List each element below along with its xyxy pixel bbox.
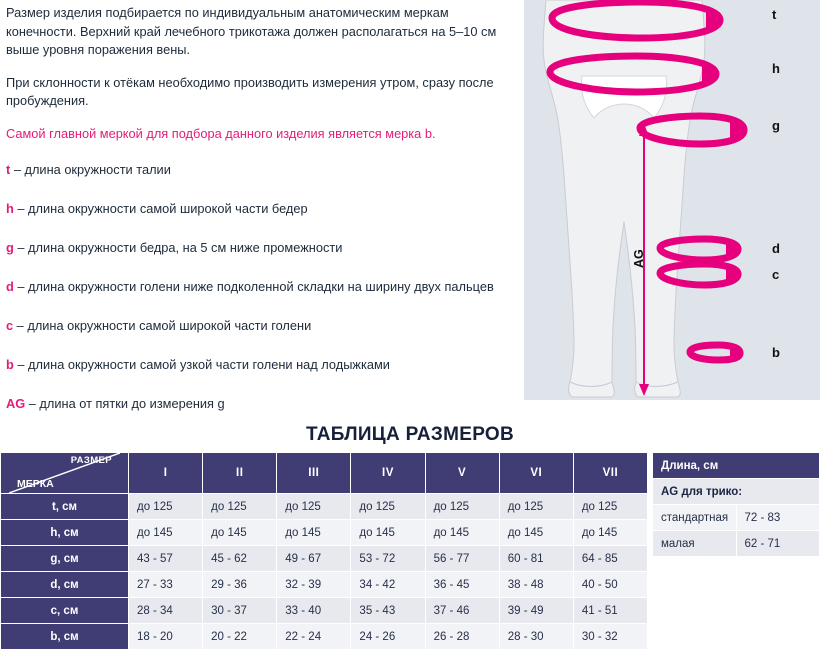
cell-d-4: 34 - 42 <box>351 572 425 598</box>
length-subheader: AG для трико: <box>653 479 820 505</box>
cell-t-5: до 125 <box>425 494 499 520</box>
table-row <box>1 572 648 598</box>
size-table <box>0 452 648 650</box>
row-label-c: c, см <box>1 598 129 624</box>
definition-text-ag: – длина от пятки до измерения g <box>25 395 225 411</box>
cell-d-7: 40 - 50 <box>573 572 647 598</box>
definition-ag <box>6 395 518 413</box>
table-row <box>1 598 648 624</box>
table-header-row <box>1 453 648 494</box>
cell-h-2: до 145 <box>203 520 277 546</box>
cell-d-2: 29 - 36 <box>203 572 277 598</box>
table-corner-cell <box>1 453 129 494</box>
length-header-row <box>653 453 820 479</box>
legs-illustration <box>524 0 820 400</box>
definition-b <box>6 356 518 374</box>
definition-c <box>6 317 518 335</box>
table-row <box>653 531 820 557</box>
definition-text-c: – длина окружности самой широкой части голени <box>13 317 312 333</box>
row-label-b: b, см <box>1 624 129 650</box>
figure-label-d: d <box>772 241 780 256</box>
definition-text-h: – длина окружности самой широкой части бедер <box>13 201 308 217</box>
size-header-6: VI <box>499 453 573 494</box>
length-label-standard: стандартная <box>653 505 737 531</box>
corner-label-measure: МЕРКА <box>17 478 54 490</box>
table-row <box>653 505 820 531</box>
figure-label-b: b <box>772 345 780 360</box>
cell-t-4: до 125 <box>351 494 425 520</box>
size-header-7: VII <box>573 453 647 494</box>
cell-h-4: до 145 <box>351 520 425 546</box>
definition-key-h: h <box>6 201 14 217</box>
cell-g-6: 60 - 81 <box>499 546 573 572</box>
size-header-3: III <box>277 453 351 494</box>
cell-g-7: 64 - 85 <box>573 546 647 572</box>
measurement-diagram <box>524 0 820 400</box>
table-row <box>1 494 648 520</box>
cell-b-7: 30 - 32 <box>573 624 647 650</box>
corner-label-size: РАЗМЕР <box>70 455 112 466</box>
definition-text-t: – длина окружности талии <box>10 162 171 178</box>
table-row <box>1 520 648 546</box>
definition-key-t: t <box>6 162 11 178</box>
cell-d-3: 32 - 39 <box>277 572 351 598</box>
definition-key-b: b <box>6 356 14 372</box>
size-header-4: IV <box>351 453 425 494</box>
cell-d-5: 36 - 45 <box>425 572 499 598</box>
length-value-small: 62 - 71 <box>736 531 820 557</box>
definition-g <box>6 239 518 257</box>
intro-paragraph-2: При склонности к отёкам необходимо производить измерения утром, сразу после пробуждения. <box>6 74 494 109</box>
table-row <box>1 546 648 572</box>
intro-paragraph-1: Размер изделия подбирается по индивидуальным анатомическим меркам конечности. Верхний край лечебного трикотажа должен располагаться на 5–10 см выше уровня поражения вены. <box>6 5 497 58</box>
cell-t-2: до 125 <box>203 494 277 520</box>
cell-t-6: до 125 <box>499 494 573 520</box>
definition-key-d: d <box>6 279 14 294</box>
intro-paragraph-highlight: Самой главной меркой для подбора данного изделия является мерка b. <box>6 125 436 141</box>
cell-g-4: 53 - 72 <box>351 546 425 572</box>
cell-h-5: до 145 <box>425 520 499 546</box>
row-label-d: d, см <box>1 572 129 598</box>
cell-b-1: 18 - 20 <box>129 624 203 650</box>
cell-t-1: до 125 <box>129 494 203 520</box>
cell-c-1: 28 - 34 <box>129 598 203 624</box>
length-value-standard: 72 - 83 <box>736 505 820 531</box>
size-header-2: II <box>203 453 277 494</box>
cell-b-4: 24 - 26 <box>351 624 425 650</box>
size-header-1: I <box>129 453 203 494</box>
definition-d <box>6 278 518 296</box>
definition-key-c: c <box>6 317 14 333</box>
figure-label-ag: AG <box>632 249 646 268</box>
definition-text-g: – длина окружности бедра, на 5 см ниже промежности <box>13 240 343 256</box>
cell-d-1: 27 - 33 <box>129 572 203 598</box>
measurement-definitions <box>6 161 518 412</box>
cell-b-6: 28 - 30 <box>499 624 573 650</box>
definition-t <box>6 161 518 179</box>
definition-h <box>6 200 518 218</box>
cell-c-3: 33 - 40 <box>277 598 351 624</box>
cell-g-5: 56 - 77 <box>425 546 499 572</box>
cell-d-6: 38 - 48 <box>499 572 573 598</box>
cell-h-3: до 145 <box>277 520 351 546</box>
cell-b-2: 20 - 22 <box>203 624 277 650</box>
cell-g-3: 49 - 67 <box>277 546 351 572</box>
cell-b-3: 22 - 24 <box>277 624 351 650</box>
row-label-h: h, см <box>1 520 129 546</box>
cell-c-5: 37 - 46 <box>425 598 499 624</box>
definition-key-g: g <box>6 240 14 256</box>
figure-label-h: h <box>772 61 780 76</box>
cell-c-6: 39 - 49 <box>499 598 573 624</box>
table-row <box>653 479 820 505</box>
length-table <box>652 452 820 557</box>
length-table-header: Длина, см <box>653 453 820 479</box>
cell-t-7: до 125 <box>573 494 647 520</box>
cell-c-2: 30 - 37 <box>203 598 277 624</box>
cell-h-1: до 145 <box>129 520 203 546</box>
cell-b-5: 26 - 28 <box>425 624 499 650</box>
row-label-t: t, см <box>1 494 129 520</box>
cell-c-7: 41 - 51 <box>573 598 647 624</box>
definition-text-b: – длина окружности самой узкой части голени над лодыжками <box>13 356 390 372</box>
row-label-g: g, см <box>1 546 129 572</box>
size-header-5: V <box>425 453 499 494</box>
definition-text-d: – длина окружности голени ниже подколенной складки на ширину двух пальцев <box>13 279 494 294</box>
figure-label-g: g <box>772 118 780 133</box>
definition-key-ag: AG <box>6 395 26 411</box>
cell-t-3: до 125 <box>277 494 351 520</box>
cell-g-2: 45 - 62 <box>203 546 277 572</box>
cell-h-6: до 145 <box>499 520 573 546</box>
length-label-small: малая <box>653 531 737 557</box>
table-row <box>1 624 648 650</box>
figure-label-t: t <box>772 7 777 22</box>
cell-g-1: 43 - 57 <box>129 546 203 572</box>
description-column <box>6 4 518 434</box>
cell-c-4: 35 - 43 <box>351 598 425 624</box>
figure-label-c: c <box>772 267 780 282</box>
table-title: ТАБЛИЦА РАЗМЕРОВ <box>305 424 515 445</box>
cell-h-7: до 145 <box>573 520 647 546</box>
